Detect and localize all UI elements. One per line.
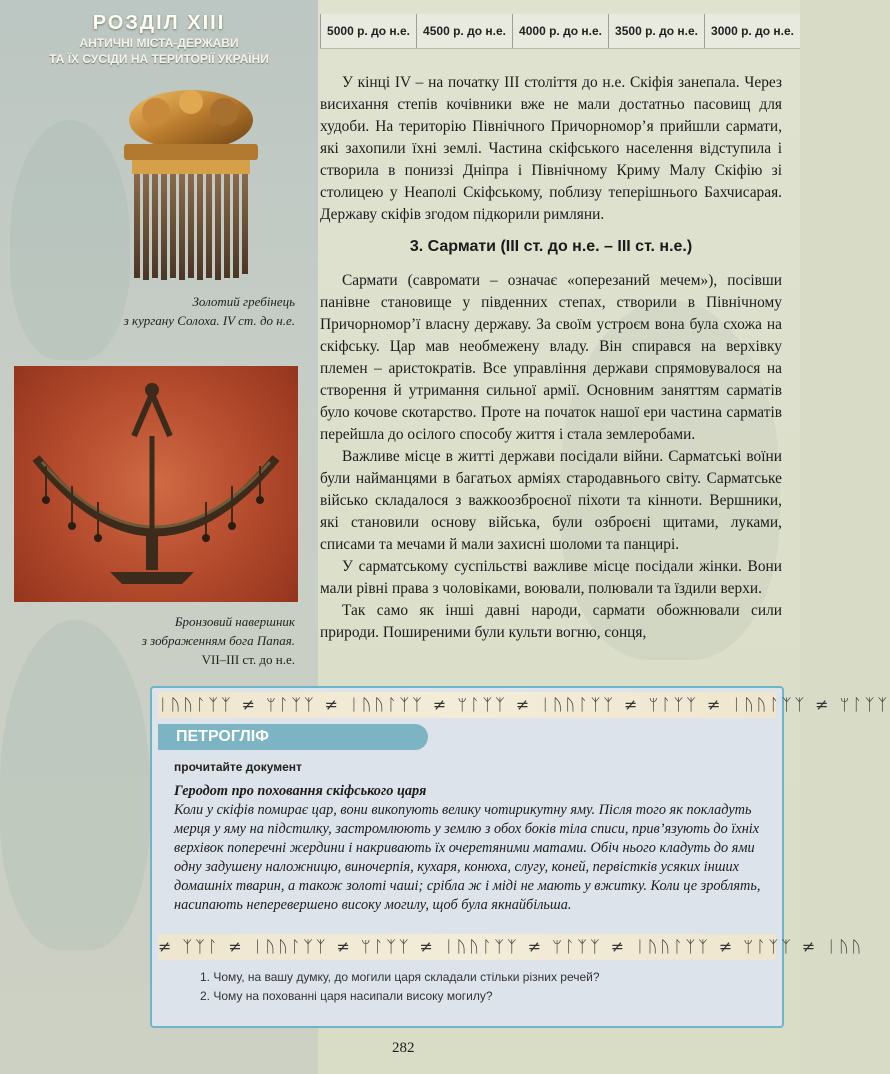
main-text-column [320,72,782,644]
document-body: Коли у скіфів помирає цар, вони викопують велику чотирикутну яму. Після того як покладуть мерця у яму на підстилку, застромлюють у землю з обох боків тіла списи, прив’язують до їхніх верхівок поперечні жердини і накривають їх очеретяними матами. Обіч нього кладуть до ями одну задушену наложницю, виночерпія, кухаря, конюха, слугу, коней, первістків усяких інших домашніх тварин, а також золоті чаші; срібла ж і міді не мають у вжитку. Коли це зроблять, насипають неперевершено високу могилу, щоб була якнайбільша. [174,802,761,913]
bronze-pommel-image [14,366,298,602]
pommel-caption-line1: Бронзовий навершник [174,614,295,629]
timeline-cell: 4500 р. до н.е. [416,14,512,48]
amphora-decoration [0,620,150,950]
paragraph: У кінці IV – на початку III століття до н.е. Скіфія занепала. Через висихання степів кочівники вже не мали достатньо пасовищ для худоби. На територію Північного Причорномор’я прийшли сармати, які захопили їхні землі. Частина скіфського населення відступила і створила в пониззі Дніпра і Північному Криму Малу Скіфію зі столицею у Неаполі Скіфському, поблизу теперішнього Бахчисарая. Державу скіфів згодом підкорили римляни. [320,74,782,223]
paragraph: Сармати (савромати – означає «оперезаний мечем»), посівши панівне становище у південних степах, створили в Північному Причорномор’ї власну державу. За своїм устроєм вона була схожа на скіфську. Цар мав необмежену владу. Він спирався на верхівку племен – аристократів. Все управління держави спрямовувалося на створення й утримання сильної армії. Основним заняттям сарматів було кочове скотарство. Проте на початок нашої ери частина сарматів перейшла до осілого способу життя і стала землеробами. [320,272,782,443]
document-text [174,782,762,915]
pommel-caption [142,612,295,669]
petroglyph-tab: ПЕТРОГЛІФ [158,724,428,750]
paragraph: У сарматському суспільстві важливе місце посідали жінки. Вони мали рівні права з чоловіками, воювали, полювали та їздили верхи. [320,558,782,597]
questions-list [200,968,760,1006]
petroglyph-strip-top: ᛁᚢᚢᛚᛉᛉ ≠ ᛘᛚᛉᛉ ≠ ᛁᚢᚢᛚᛉᛉ ≠ ᛘᛚᛉᛉ ≠ ᛁᚢᚢᛚᛉᛉ ≠ ᛘᛚᛉᛉ ≠ ᛁᚢᚢᛚᛉᛉ ≠ ᛘᛚᛉᛉ [158,692,776,718]
document-label: прочитайте документ [174,760,302,774]
golden-comb-image [96,86,282,286]
section-heading: 3. Сармати (III ст. до н.е. – III ст. н.е.) [409,238,693,255]
timeline-cell: 4000 р. до н.е. [512,14,608,48]
page-number: 282 [392,1040,415,1056]
section-header [0,0,318,80]
document-title: Геродот про поховання скіфського царя [174,783,427,799]
comb-caption-line2: з кургану Солоха. IV ст. до н.е. [123,313,295,328]
section-title: РОЗДІЛ XIII [92,12,226,34]
timeline-cell: 3500 р. до н.е. [608,14,704,48]
petroglyph-strip-bottom: ≠ ᛉᛉᛚ ≠ ᛁᚢᚢᛚᛉᛉ ≠ ᛘᛚᛉᛉ ≠ ᛁᚢᚢᛚᛉᛉ ≠ ᛘᛚᛉᛉ ≠ ᛁᚢᚢᛚᛉᛉ ≠ ᛘᛚᛉᛉ ≠ ᛁᚢᚢ [158,934,776,960]
pommel-caption-line3: VII–III ст. до н.е. [201,652,295,667]
question-item: 2. Чому на похованні царя насипали високу могилу? [200,989,493,1003]
pommel-caption-line2: з зображенням бога Папая. [141,633,295,648]
paragraph: Важливе місце в житті держави посідали війни. Сарматські воїни були найманцями в багатьох арміях стародавнього світу. Сарматське військо складалося з важкоозброєної піхоти та кінноти. Вершники, які становили основу війська, були озброєні щитами, луками, списами та мечами й мали захисні шоломи та панцирі. [320,448,782,553]
timeline-cell: 3000 р. до н.е. [704,14,800,48]
petroglyph-document-box [150,686,890,1028]
section-subtitle-line2: ТА ЇХ СУСІДИ НА ТЕРИТОРІЇ УКРАЇНИ [49,52,269,66]
timeline-bar [320,14,800,49]
comb-caption [124,292,295,330]
comb-caption-line1: Золотий гребінець [192,294,295,309]
section-subtitle-line1: АНТИЧНІ МІСТА-ДЕРЖАВИ [79,36,239,50]
timeline-cell: 5000 р. до н.е. [320,14,416,48]
question-item: 1. Чому, на вашу думку, до могили царя складали стільки різних речей? [200,970,600,984]
paragraph: Так само як інші давні народи, сармати обожнювали сили природи. Поширеними були культи вогню, сонця, [320,602,782,641]
